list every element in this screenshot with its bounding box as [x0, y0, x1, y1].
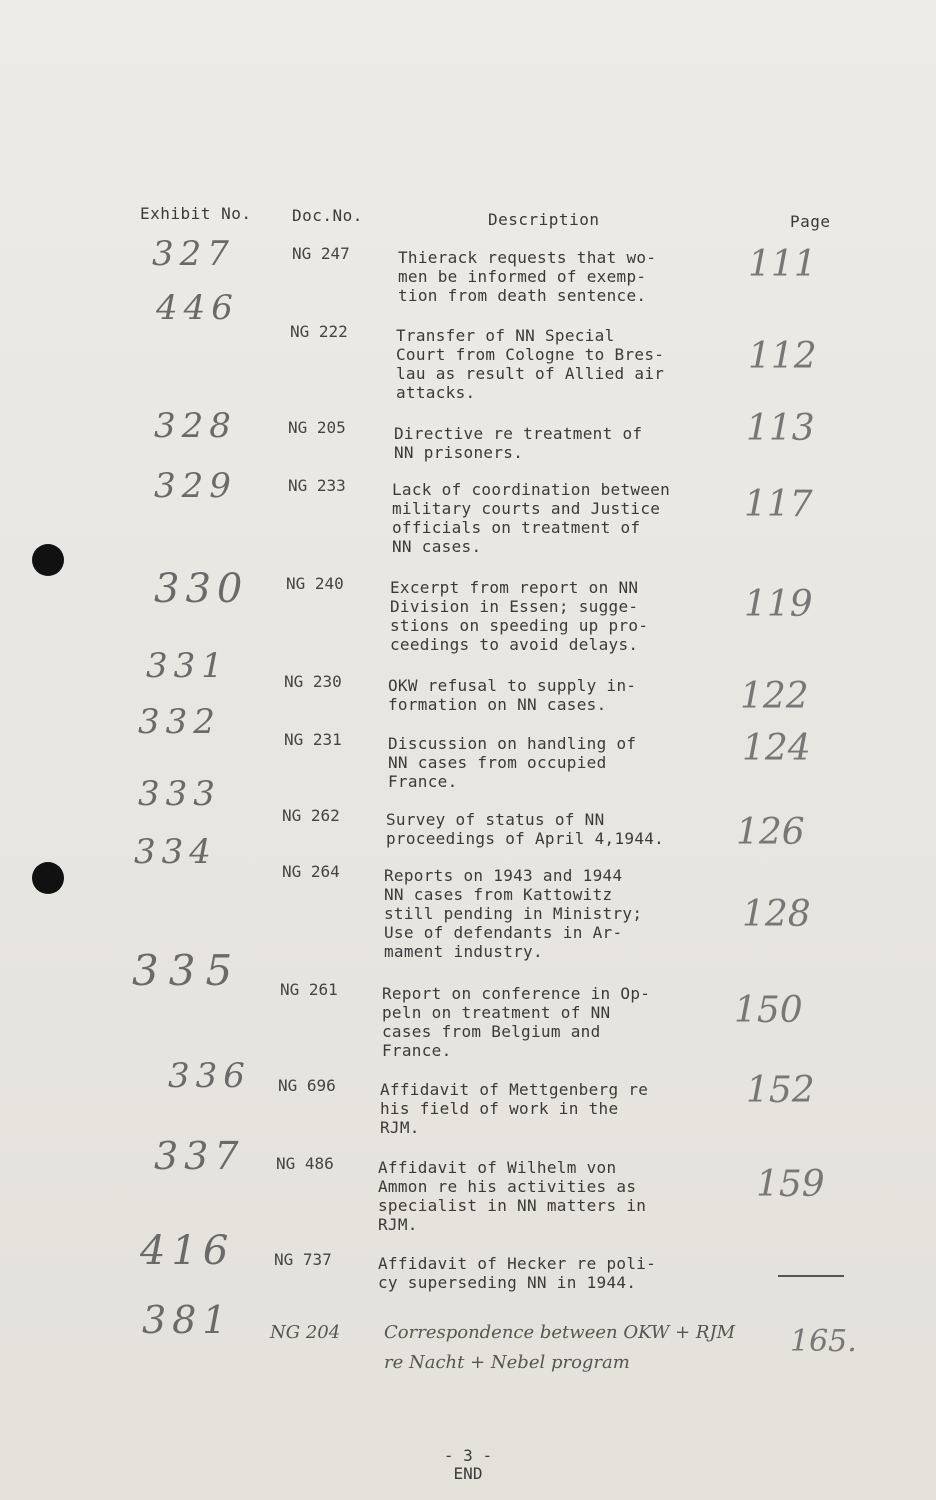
page-number: 112: [748, 336, 817, 377]
description: Report on conference in Op- peln on treatment of NN cases from Belgium and France.: [382, 984, 651, 1060]
doc-number: NG 222: [290, 322, 348, 341]
doc-number: NG 264: [282, 862, 340, 881]
description: Affidavit of Hecker re poli- cy superseding NN in 1944.: [378, 1254, 657, 1292]
exhibit-number: 328: [154, 406, 237, 446]
page-number: 119: [744, 584, 813, 625]
page-number: 159: [756, 1164, 825, 1205]
doc-number: NG 233: [288, 476, 346, 495]
description: Affidavit of Mettgenberg re his field of work in the RJM.: [380, 1080, 649, 1137]
page-number: 117: [744, 484, 813, 525]
doc-number: NG 261: [280, 980, 338, 999]
doc-number: NG 262: [282, 806, 340, 825]
description: Reports on 1943 and 1944 NN cases from Kattowitz still pending in Ministry; Use of defendants in Ar- mament industry.: [384, 866, 643, 961]
page-number: 128: [742, 894, 811, 935]
description: Discussion on handling of NN cases from occupied France.: [388, 734, 637, 791]
description: Affidavit of Wilhelm von Ammon re his activities as specialist in NN matters in RJM.: [378, 1158, 647, 1234]
exhibit-number: 334: [134, 832, 217, 872]
page-number: 150: [734, 990, 803, 1031]
exhibit-number: 327: [152, 234, 235, 274]
exhibit-number: 336: [168, 1056, 251, 1096]
doc-number: NG 205: [288, 418, 346, 437]
punch-hole-top: [32, 544, 64, 576]
description: Correspondence between OKW + RJM re Nacht + Nebel program: [384, 1322, 736, 1373]
exhibit-number: 333: [138, 774, 221, 814]
doc-number: NG 486: [276, 1154, 334, 1173]
description: Survey of status of NN proceedings of April 4,1944.: [386, 810, 665, 848]
exhibit-number: 330: [154, 566, 249, 612]
page-number: 124: [742, 728, 811, 769]
doc-number: NG 247: [292, 244, 350, 263]
exhibit-number: 381: [142, 1298, 233, 1342]
doc-number: NG 231: [284, 730, 342, 749]
header-page: Page: [790, 212, 831, 231]
doc-number: NG 737: [274, 1250, 332, 1269]
doc-number: NG 240: [286, 574, 344, 593]
doc-number: NG 696: [278, 1076, 336, 1095]
page-number: 126: [736, 812, 805, 853]
page-number: 113: [746, 408, 815, 449]
exhibit-number: 335: [132, 946, 243, 995]
page-footer-number: - 3 -: [443, 1446, 493, 1465]
header-exhibit: Exhibit No.: [140, 204, 252, 223]
description: Lack of coordination between military courts and Justice officials on treatment of NN cases.: [392, 480, 671, 556]
page-number: 122: [740, 676, 809, 717]
doc-number: NG 230: [284, 672, 342, 691]
page-number: 152: [746, 1070, 815, 1111]
description: OKW refusal to supply in- formation on NN cases.: [388, 676, 637, 714]
exhibit-number: 337: [154, 1134, 245, 1178]
header-description: Description: [488, 210, 600, 229]
description: Directive re treatment of NN prisoners.: [394, 424, 643, 462]
page-number: 165.: [790, 1324, 857, 1359]
description: Excerpt from report on NN Division in Essen; sugge- stions on speeding up pro- ceedings to avoid delays.: [390, 578, 649, 654]
description: Transfer of NN Special Court from Cologne to Bres- lau as result of Allied air attacks.: [396, 326, 665, 402]
exhibit-number: 416: [140, 1228, 235, 1274]
doc-number: NG 204: [270, 1322, 341, 1343]
exhibit-number: 329: [154, 466, 237, 506]
page-dash: [778, 1275, 844, 1277]
exhibit-number: 446: [156, 288, 239, 328]
description: Thierack requests that wo- men be informed of exemp- tion from death sentence.: [398, 248, 657, 305]
exhibit-number: 331: [146, 646, 229, 686]
page-footer-end: END: [453, 1464, 483, 1483]
exhibit-number: 332: [138, 702, 221, 742]
page-number: 111: [748, 244, 817, 285]
header-doc: Doc.No.: [292, 206, 363, 225]
punch-hole-bottom: [32, 862, 64, 894]
